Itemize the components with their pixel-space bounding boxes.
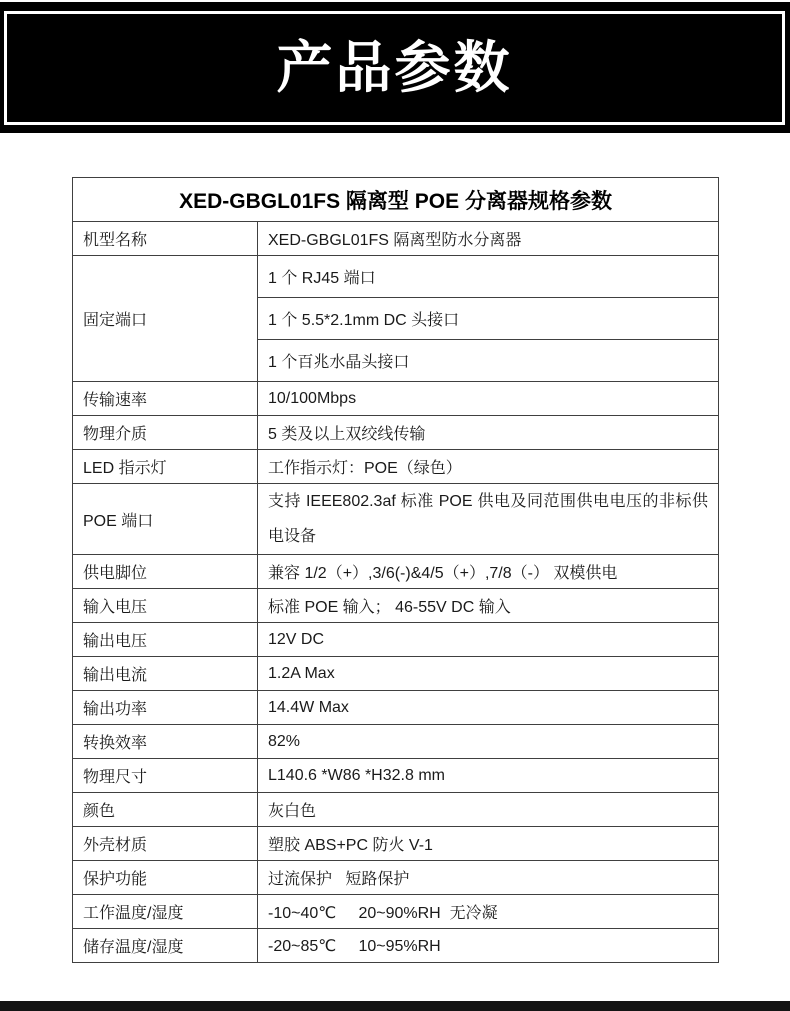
spec-value: -10~40℃ 20~90%RH 无冷凝 (258, 895, 719, 929)
spec-value: 5 类及以上双绞线传输 (258, 416, 719, 450)
spec-row-protection (73, 861, 719, 895)
spec-label: 输出功率 (73, 691, 258, 725)
spec-value: -20~85℃ 10~95%RH (258, 929, 719, 963)
spec-label: 输出电压 (73, 623, 258, 657)
spec-row-output-power (73, 691, 719, 725)
spec-value: 工作指示灯：POE（绿色） (258, 450, 719, 484)
spec-value: 标准 POE 输入； 46-55V DC 输入 (258, 589, 719, 623)
spec-row-output-current (73, 657, 719, 691)
spec-row-input-voltage (73, 589, 719, 623)
spec-label: 转换效率 (73, 725, 258, 759)
spec-value: 14.4W Max (258, 691, 719, 725)
spec-value: 1 个 5.5*2.1mm DC 头接口 (258, 298, 719, 340)
spec-row-physical-medium (73, 416, 719, 450)
spec-label: 储存温度/湿度 (73, 929, 258, 963)
table-title-row (73, 178, 719, 222)
spec-value: 塑胶 ABS+PC 防火 V-1 (258, 827, 719, 861)
spec-label: 输入电压 (73, 589, 258, 623)
spec-value: 12V DC (258, 623, 719, 657)
spec-value: 1 个百兆水晶头接口 (258, 340, 719, 382)
spec-label: 保护功能 (73, 861, 258, 895)
spec-value: 82% (258, 725, 719, 759)
spec-label: 机型名称 (73, 222, 258, 256)
spec-label: 外壳材质 (73, 827, 258, 861)
spec-value: 10/100Mbps (258, 382, 719, 416)
spec-value: 1 个 RJ45 端口 (258, 256, 719, 298)
spec-table-container (72, 177, 720, 963)
spec-row-transfer-rate (73, 382, 719, 416)
spec-row-shell-material (73, 827, 719, 861)
spec-label: 固定端口 (73, 256, 258, 382)
spec-row-color (73, 793, 719, 827)
spec-label: 传输速率 (73, 382, 258, 416)
spec-value: 灰白色 (258, 793, 719, 827)
spec-row-poe-port (73, 484, 719, 555)
banner-inner-frame (4, 11, 785, 125)
spec-row-led-indicator (73, 450, 719, 484)
spec-label: POE 端口 (73, 484, 258, 555)
spec-label: LED 指示灯 (73, 450, 258, 484)
spec-label: 输出电流 (73, 657, 258, 691)
spec-row-output-voltage (73, 623, 719, 657)
product-params-banner (0, 2, 790, 133)
spec-value: L140.6 *W86 *H32.8 mm (258, 759, 719, 793)
spec-row-fixed-ports-1 (73, 256, 719, 298)
spec-value: XED-GBGL01FS 隔离型防水分离器 (258, 222, 719, 256)
spec-label: 颜色 (73, 793, 258, 827)
spec-row-working-temp (73, 895, 719, 929)
table-title: XED-GBGL01FS 隔离型 POE 分离器规格参数 (73, 178, 719, 222)
spec-label: 物理介质 (73, 416, 258, 450)
spec-row-power-pins (73, 555, 719, 589)
spec-row-machine-name (73, 222, 719, 256)
spec-row-dimensions (73, 759, 719, 793)
spec-value: 支持 IEEE802.3af 标准 POE 供电及同范围供电电压的非标供电设备 (258, 484, 719, 555)
spec-row-storage-temp (73, 929, 719, 963)
spec-value: 兼容 1/2（+）,3/6(-)&4/5（+）,7/8（-） 双模供电 (258, 555, 719, 589)
spec-label: 物理尺寸 (73, 759, 258, 793)
spec-label: 工作温度/湿度 (73, 895, 258, 929)
spec-row-conversion-efficiency (73, 725, 719, 759)
spec-table (72, 177, 719, 963)
banner-title: 产品参数 (277, 40, 513, 96)
spec-value: 1.2A Max (258, 657, 719, 691)
spec-value: 过流保护 短路保护 (258, 861, 719, 895)
spec-label: 供电脚位 (73, 555, 258, 589)
bottom-edge-bar (0, 1001, 790, 1011)
